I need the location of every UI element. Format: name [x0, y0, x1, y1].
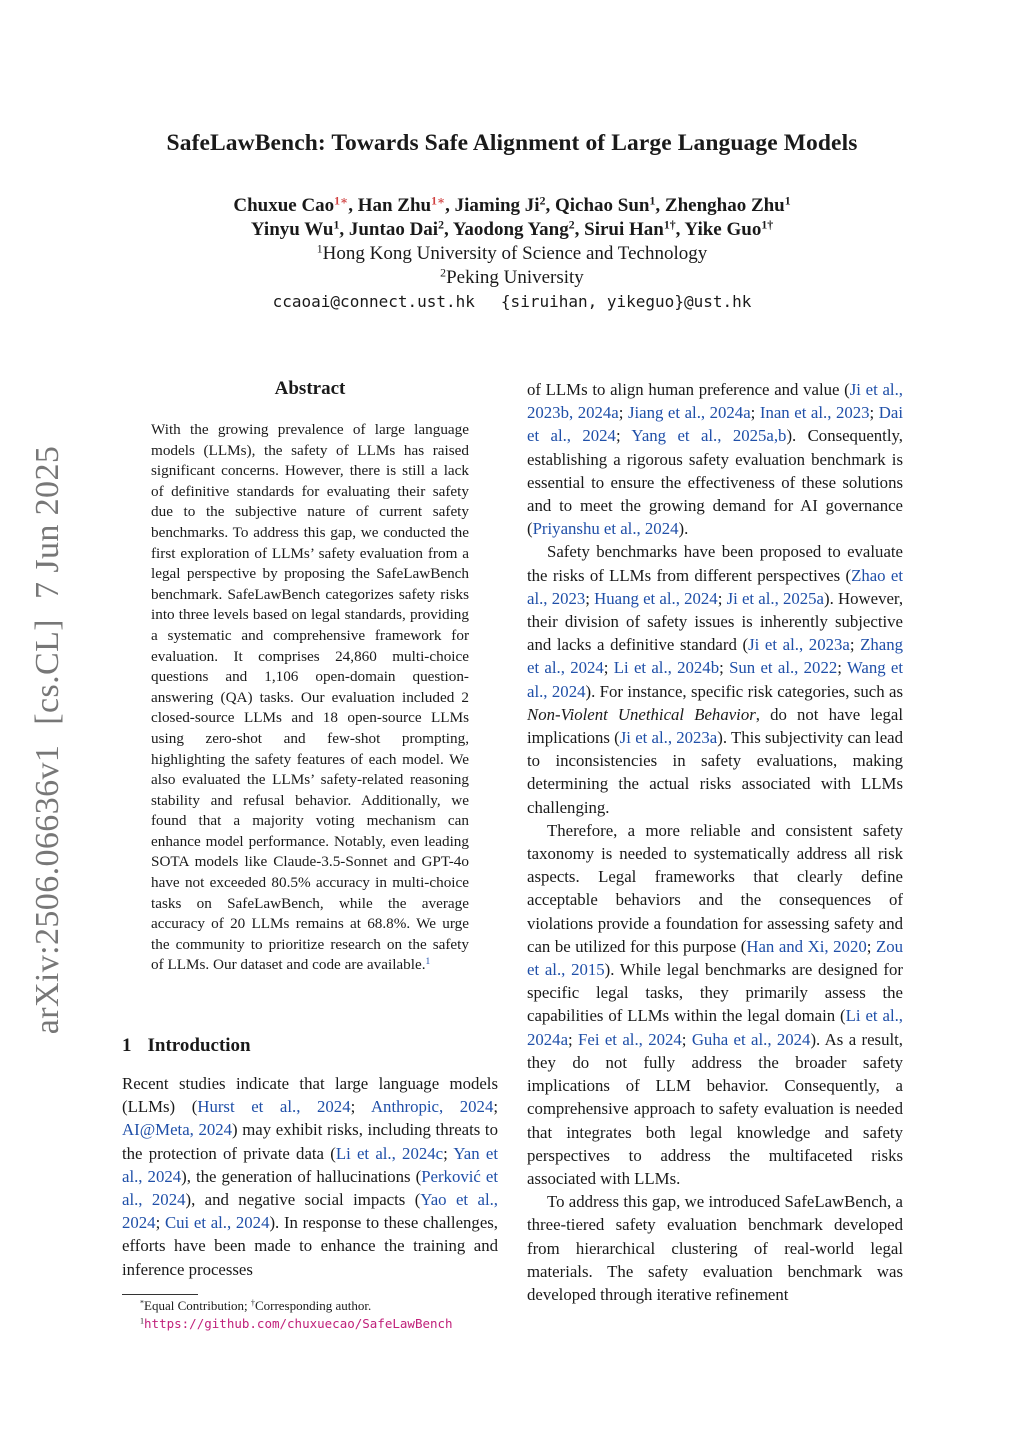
- citation-link[interactable]: Han and Xi, 2020: [746, 936, 867, 956]
- footnote-text: Corresponding author.: [254, 1298, 372, 1313]
- text-run: ;: [615, 426, 632, 446]
- abstract-text: With the growing prevalence of large language models (LLMs), the safety of LLMs has raised significant concerns. However, there is still a lack of definitive standards for evaluating their safety due to the subjective nature of current safety benchmarks. To address this gap, we conducted the first exploration of LLMs’ safety evaluation from a legal perspective by proposing the SafeLawBench benchmark. SafeLawBench categorizes safety risks into three levels based on legal standards, providing a systematic and comprehensive framework for evaluation. It comprises 24,860 multi-choice questions and 1,106 open-domain question-answering (QA) tasks. Our evaluation included 2 closed-source LLMs and 18 open-source LLMs using zero-shot and few-shot prompting, highlighting the safety features of each model. We also evaluated the LLMs’ safety-related reasoning stability and refusal behavior. Additionally, we found that a majority voting mechanism can enhance model performance. Notably, even leading SOTA models like Claude-3.5-Sonnet and GPT-4o have not exceeded 80.5% accuracy in multi-choice tasks on SafeLawBench, while the average accuracy of 20 LLMs remains at 68.8%. We urge the community to prioritize research on the safety of LLMs. Our dataset and code are available.: [151, 421, 469, 974]
- footnote-mark: 1: [140, 1316, 145, 1326]
- citation-link[interactable]: Li et al., 2024c: [335, 1143, 444, 1163]
- text-run: To address this gap, we introduced SafeLawBench, a three-tiered safety evaluation benchmark developed from hierarchical clustering of real-world legal materials. The safety evaluation benchmark was developed through iterative refinement: [527, 1192, 903, 1304]
- abstract-body: [151, 420, 469, 976]
- affiliation-name: Hong Kong University of Science and Technology: [322, 243, 708, 264]
- paragraph: [527, 1190, 903, 1306]
- text-run: ). This subjectivity can lead to inconsistencies in safety evaluations, making determining the actual risks associated with LLMs challenging.: [527, 728, 904, 817]
- citation-link[interactable]: Perković et al., 2024: [122, 1166, 498, 1210]
- author-mark: 2: [539, 194, 546, 208]
- footnote-contribution: [140, 1298, 371, 1314]
- section-title: Introduction: [147, 1035, 251, 1056]
- intro-paragraph: [122, 1072, 498, 1281]
- text-run: Safety benchmarks have been proposed to evaluate the risks of LLMs from different perspectives (: [527, 542, 903, 585]
- citation-link[interactable]: Jiang et al., 2024a: [627, 403, 751, 423]
- affiliation-mark: 1: [316, 242, 323, 256]
- affiliation-name: Peking University: [446, 267, 584, 288]
- text-run: ), and negative social impacts (: [185, 1190, 421, 1210]
- author-mark: 1∗: [431, 194, 446, 208]
- paragraph: [527, 819, 903, 1190]
- citation-link[interactable]: Wang et al., 2024: [527, 658, 904, 701]
- citation-link[interactable]: Fei et al., 2024: [578, 1029, 682, 1049]
- email-1: ccaoai@connect.ust.hk: [272, 292, 475, 311]
- citation-link[interactable]: Sun et al., 2022: [729, 658, 838, 678]
- email-2: {siruihan, yikeguo}@ust.hk: [500, 292, 752, 311]
- text-run: Recent studies indicate that large language models (LLMs) (: [122, 1074, 498, 1117]
- text-run: ;: [869, 403, 879, 423]
- text-run: ), the generation of hallucinations (: [181, 1166, 422, 1186]
- text-run: ). As a result, they do not fully address the broader safety implications of LLM behavior. Consequently, a comprehensive approach to safety evaluation is needed that integrates both legal knowledge and safety perspectives to address the multifaceted risks associated with LLMs.: [527, 1029, 903, 1188]
- authors-line-2: [0, 219, 1024, 241]
- section-number: 1: [122, 1035, 132, 1056]
- text-run: ;: [443, 1143, 454, 1163]
- paragraph: [527, 378, 903, 540]
- emphasis: Non-Violent Unethical Behavior: [527, 704, 756, 724]
- author-name: , Yike Guo: [675, 219, 762, 240]
- author-name: , Sirui Han: [574, 219, 664, 240]
- footnote-mark: *: [140, 1298, 145, 1308]
- text-run: ;: [849, 635, 861, 655]
- citation-link[interactable]: Ji et al., 2023b, 2024a: [527, 380, 903, 423]
- citation-link[interactable]: Yan et al., 2024: [122, 1143, 498, 1186]
- author-name: , Qichao Sun: [545, 195, 650, 216]
- citation-link[interactable]: Priyanshu et al., 2024: [532, 519, 679, 539]
- text-run: ;: [717, 588, 727, 608]
- citation-link[interactable]: AI@Meta, 2024: [122, 1120, 233, 1140]
- author-name: , Juntao Dai: [339, 219, 439, 240]
- text-run: , do not have legal implications (: [527, 704, 903, 748]
- affiliation-2: [0, 267, 1024, 289]
- text-run: ;: [603, 658, 614, 678]
- author-name: Chuxue Cao: [233, 195, 335, 216]
- author-name: , Yaodong Yang: [443, 219, 569, 240]
- arxiv-id: arXiv:2506.06636v1: [29, 744, 66, 1035]
- author-name: , Zhenghao Zhu: [655, 195, 785, 216]
- text-run: ) may exhibit risks, including threats to the protection of private data (: [122, 1120, 498, 1163]
- citation-link[interactable]: Ji et al., 2023a: [619, 728, 718, 748]
- text-run: ). However, their division of safety issues is inherently subjective and lacks a definitive standard (: [527, 588, 904, 655]
- authors-line-1: [0, 195, 1024, 217]
- arxiv-date: 7 Jun 2025: [29, 445, 66, 599]
- text-run: ). While legal benchmarks are designed for specific legal tasks, they primarily assess the capabilities of LLMs within the legal domain (: [527, 960, 903, 1026]
- section-heading: [122, 1035, 251, 1057]
- citation-link[interactable]: Dai et al., 2024: [527, 403, 903, 446]
- arxiv-category: [cs.CL]: [29, 618, 66, 725]
- text-run: ;: [866, 936, 876, 956]
- author-name: Yinyu Wu: [250, 219, 334, 240]
- author-name: , Han Zhu: [348, 195, 432, 216]
- citation-link[interactable]: Zou et al., 2015: [527, 936, 903, 980]
- author-emails: [0, 292, 1024, 311]
- text-run: ;: [155, 1213, 165, 1233]
- citation-link[interactable]: Guha et al., 2024: [691, 1029, 811, 1049]
- affiliation-mark: 2: [440, 266, 447, 280]
- text-run: ;: [350, 1097, 371, 1117]
- author-mark: 1: [333, 218, 340, 232]
- author-mark: 2: [438, 218, 444, 232]
- text-run: ). For instance, specific risk categories, such as: [585, 681, 903, 701]
- footnote-text: Equal Contribution;: [144, 1298, 251, 1313]
- paper-title: SafeLawBench: Towards Safe Alignment of Large Language Models: [166, 130, 858, 156]
- author-mark: 1: [784, 194, 791, 208]
- citation-link[interactable]: Li et al., 2024b: [613, 658, 720, 678]
- paragraph: [527, 540, 903, 818]
- text-run: ;: [618, 403, 628, 423]
- text-run: Therefore, a more reliable and consistent safety taxonomy is needed to systematically address all risk aspects. Legal frameworks that clearly define acceptable behaviors and the consequences of violations provide a foundation for assessing safety and can be utilized for this purpose (: [527, 820, 903, 956]
- text-run: ;: [837, 658, 847, 678]
- author-mark: 1†: [761, 218, 774, 232]
- text-run: ). Consequently, establishing a rigorous safety evaluation benchmark is essential to ensure the effectiveness of these solutions and to meet the growing demand for AI governance (: [527, 426, 903, 539]
- citation-link[interactable]: Li et al., 2024a: [527, 1006, 904, 1049]
- citation-link[interactable]: Cui et al., 2024: [164, 1213, 270, 1233]
- right-column: [527, 378, 903, 1306]
- author-mark: 1†: [663, 218, 676, 232]
- text-run: ).: [678, 519, 689, 539]
- citation-link[interactable]: Zhao et al., 2023: [527, 565, 903, 608]
- abstract-heading: Abstract: [274, 378, 346, 399]
- citation-link[interactable]: Hurst et al., 2024: [197, 1097, 351, 1117]
- footnote-rule: [122, 1294, 198, 1295]
- text-run: ;: [681, 1029, 692, 1049]
- footnote-link[interactable]: 1: [425, 957, 431, 968]
- citation-link[interactable]: Anthropic, 2024: [370, 1097, 494, 1117]
- text-run: of LLMs to align human preference and value (: [527, 380, 850, 399]
- author-mark: 1∗: [334, 194, 349, 208]
- text-run: ;: [568, 1029, 579, 1049]
- arxiv-stamp: [29, 446, 67, 1035]
- footnote-mark: †: [250, 1298, 255, 1308]
- citation-link[interactable]: Ji et al., 2025a: [726, 588, 824, 608]
- text-run: ;: [493, 1097, 499, 1117]
- affiliation-1: [0, 243, 1024, 265]
- author-name: , Jiaming Ji: [445, 195, 540, 216]
- footnote-code: [140, 1316, 453, 1332]
- text-run: ;: [719, 658, 730, 678]
- citation-link[interactable]: Yao et al., 2024: [122, 1190, 498, 1233]
- text-run: ). In response to these challenges, efforts have been made to enhance the training and inference processes: [122, 1213, 499, 1279]
- repository-link[interactable]: https://github.com/chuxuecao/SafeLawBench: [144, 1316, 453, 1331]
- text-run: ;: [750, 403, 760, 423]
- author-mark: 1: [649, 194, 656, 208]
- text-run: ;: [585, 588, 595, 608]
- citation-link[interactable]: Yang et al., 2025a,b: [631, 426, 787, 446]
- citation-link[interactable]: Huang et al., 2024: [594, 588, 718, 608]
- citation-link[interactable]: Inan et al., 2023: [759, 403, 870, 423]
- author-mark: 2: [568, 218, 575, 232]
- citation-link[interactable]: Ji et al., 2023a: [748, 635, 850, 655]
- citation-link[interactable]: Zhang et al., 2024: [527, 635, 904, 678]
